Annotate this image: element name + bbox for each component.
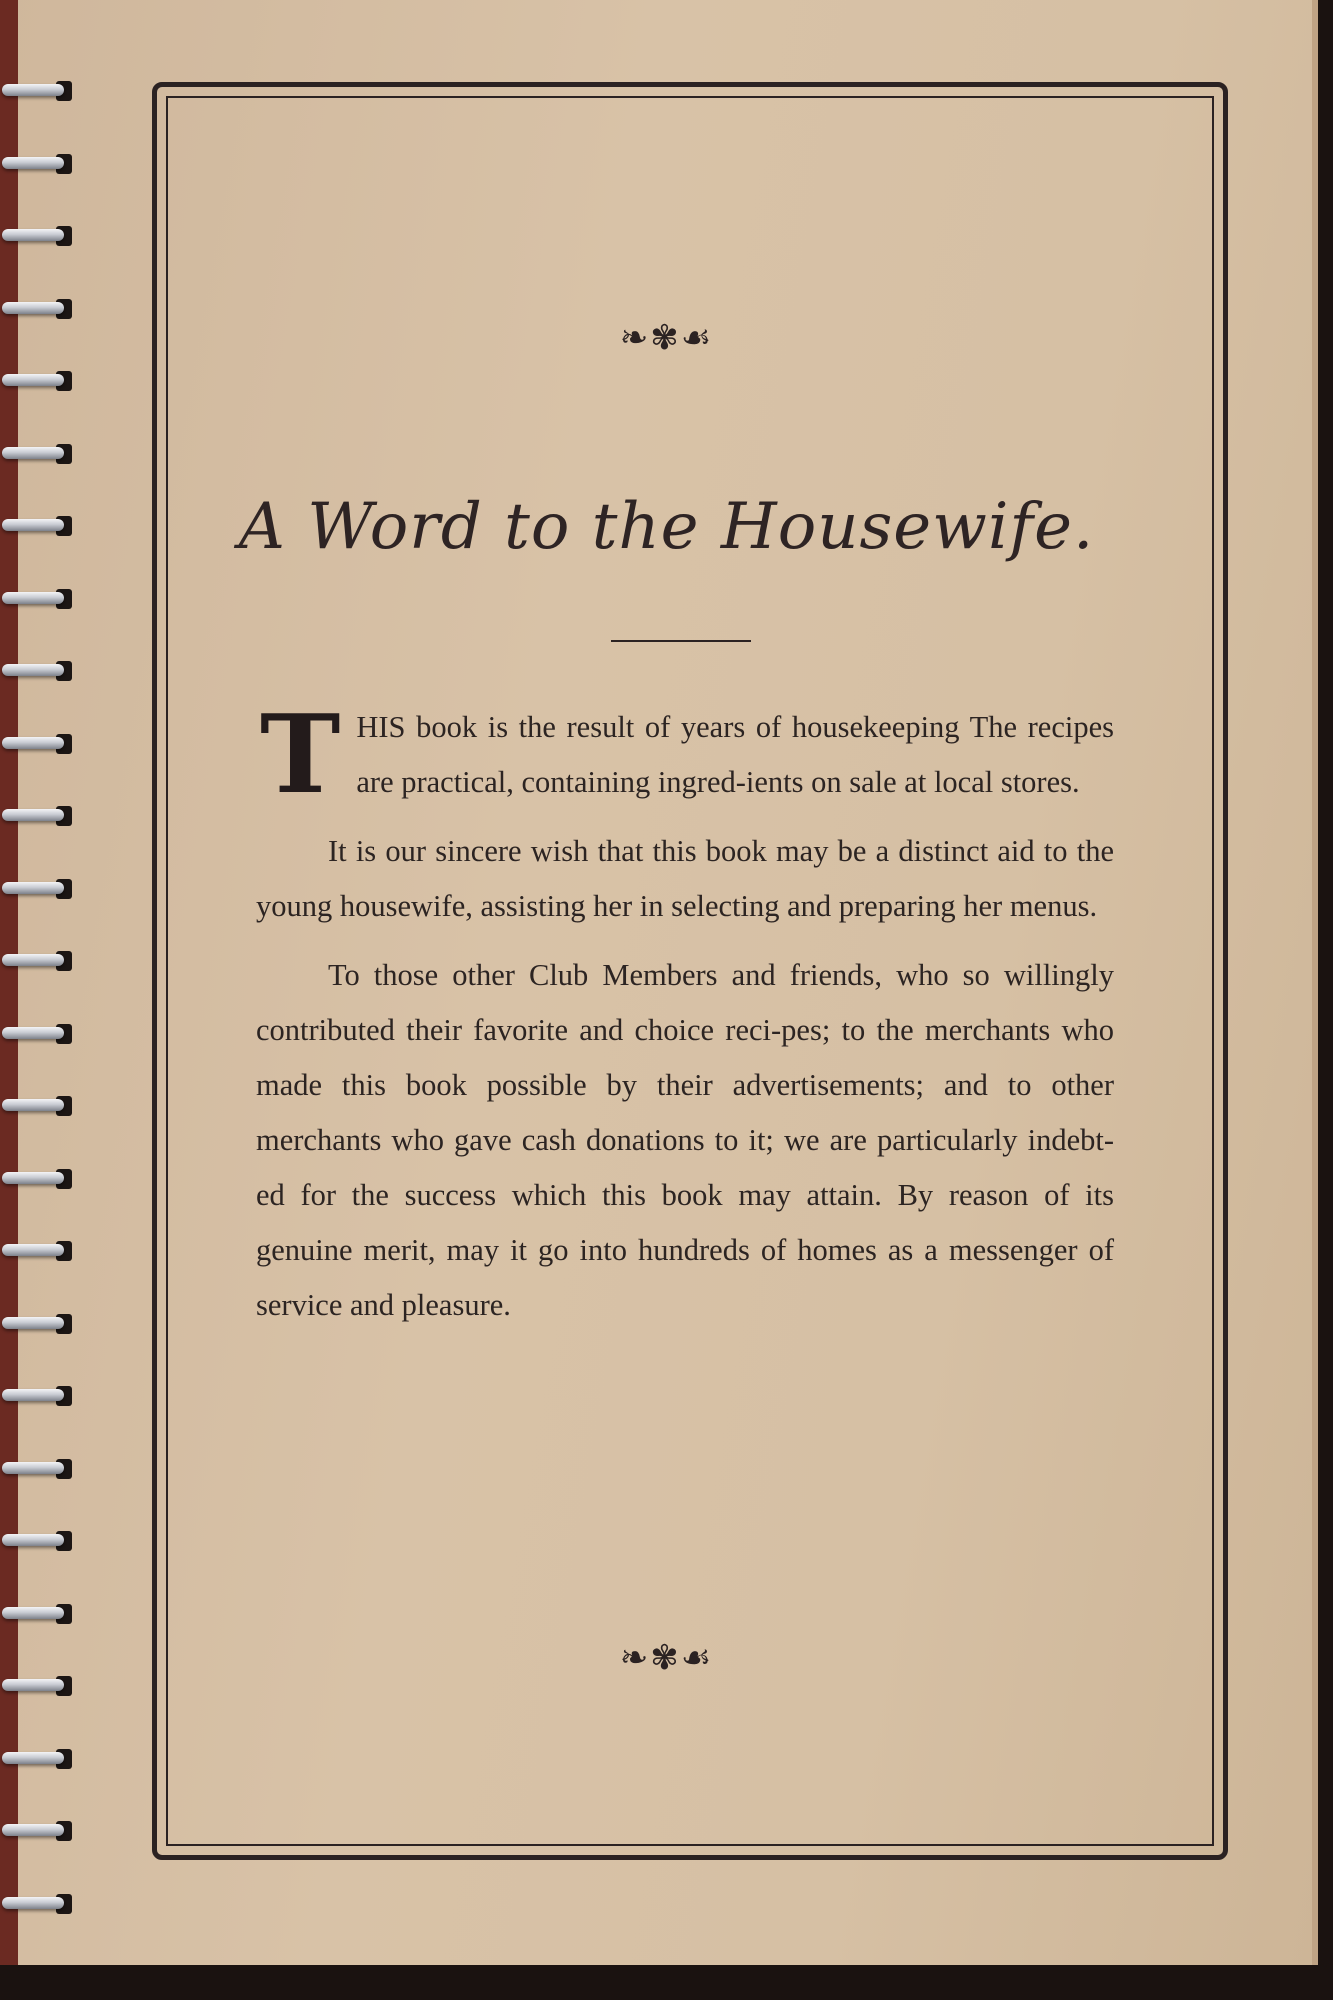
spiral-coil: [0, 1166, 72, 1192]
spiral-coil: [0, 658, 72, 684]
spiral-coil: [0, 1021, 72, 1047]
paragraph-2: It is our sincere wish that this book may be a distinct aid to the young housewife, assisting her in selecting and preparing her menus.: [256, 834, 1114, 923]
spiral-coil: [0, 368, 72, 394]
spiral-coil: [0, 1238, 72, 1264]
ornament-top-icon: ❧✾☙: [619, 318, 714, 358]
spiral-coil: [0, 803, 72, 829]
paragraph-1: [256, 692, 1114, 818]
spiral-coil: [0, 1818, 72, 1844]
spiral-coil: [0, 1891, 72, 1917]
spiral-coil: [0, 586, 72, 612]
spiral-coil: [0, 731, 72, 757]
page-title: A Word to the Housewife.: [238, 490, 1095, 564]
drop-cap: T: [260, 692, 341, 818]
spiral-coil: [0, 78, 72, 104]
spiral-coil: [0, 948, 72, 974]
ornament-bottom-icon: ❧✾☙: [619, 1638, 714, 1678]
paragraph-1-text: HIS book is the result of years of housekeeping The recipes are practical, containing ingred-ients on sale at local stores.: [356, 710, 1114, 799]
spiral-coil: [0, 1528, 72, 1554]
spiral-coil: [0, 1746, 72, 1772]
spiral-coil: [0, 151, 72, 177]
spiral-coil: [0, 1601, 72, 1627]
title-divider: [611, 640, 751, 642]
spiral-coil: [0, 876, 72, 902]
spiral-coil: [0, 441, 72, 467]
body-text: [256, 692, 1114, 1347]
spiral-coil: [0, 1093, 72, 1119]
spiral-coil: [0, 223, 72, 249]
paragraph-3: To those other Club Members and friends, who so willingly contributed their favorite and choice reci-pes; to the merchants who made this book possible by their advertisements; and to other merchants who gave cash donations to it; we are particularly indebt-ed for the success which this book may attain. By reason of its genuine merit, may it go into hundreds of homes as a messenger of service and pleasure.: [256, 958, 1114, 1322]
spiral-coil: [0, 1383, 72, 1409]
spiral-coil: [0, 1456, 72, 1482]
spiral-coil: [0, 1311, 72, 1337]
